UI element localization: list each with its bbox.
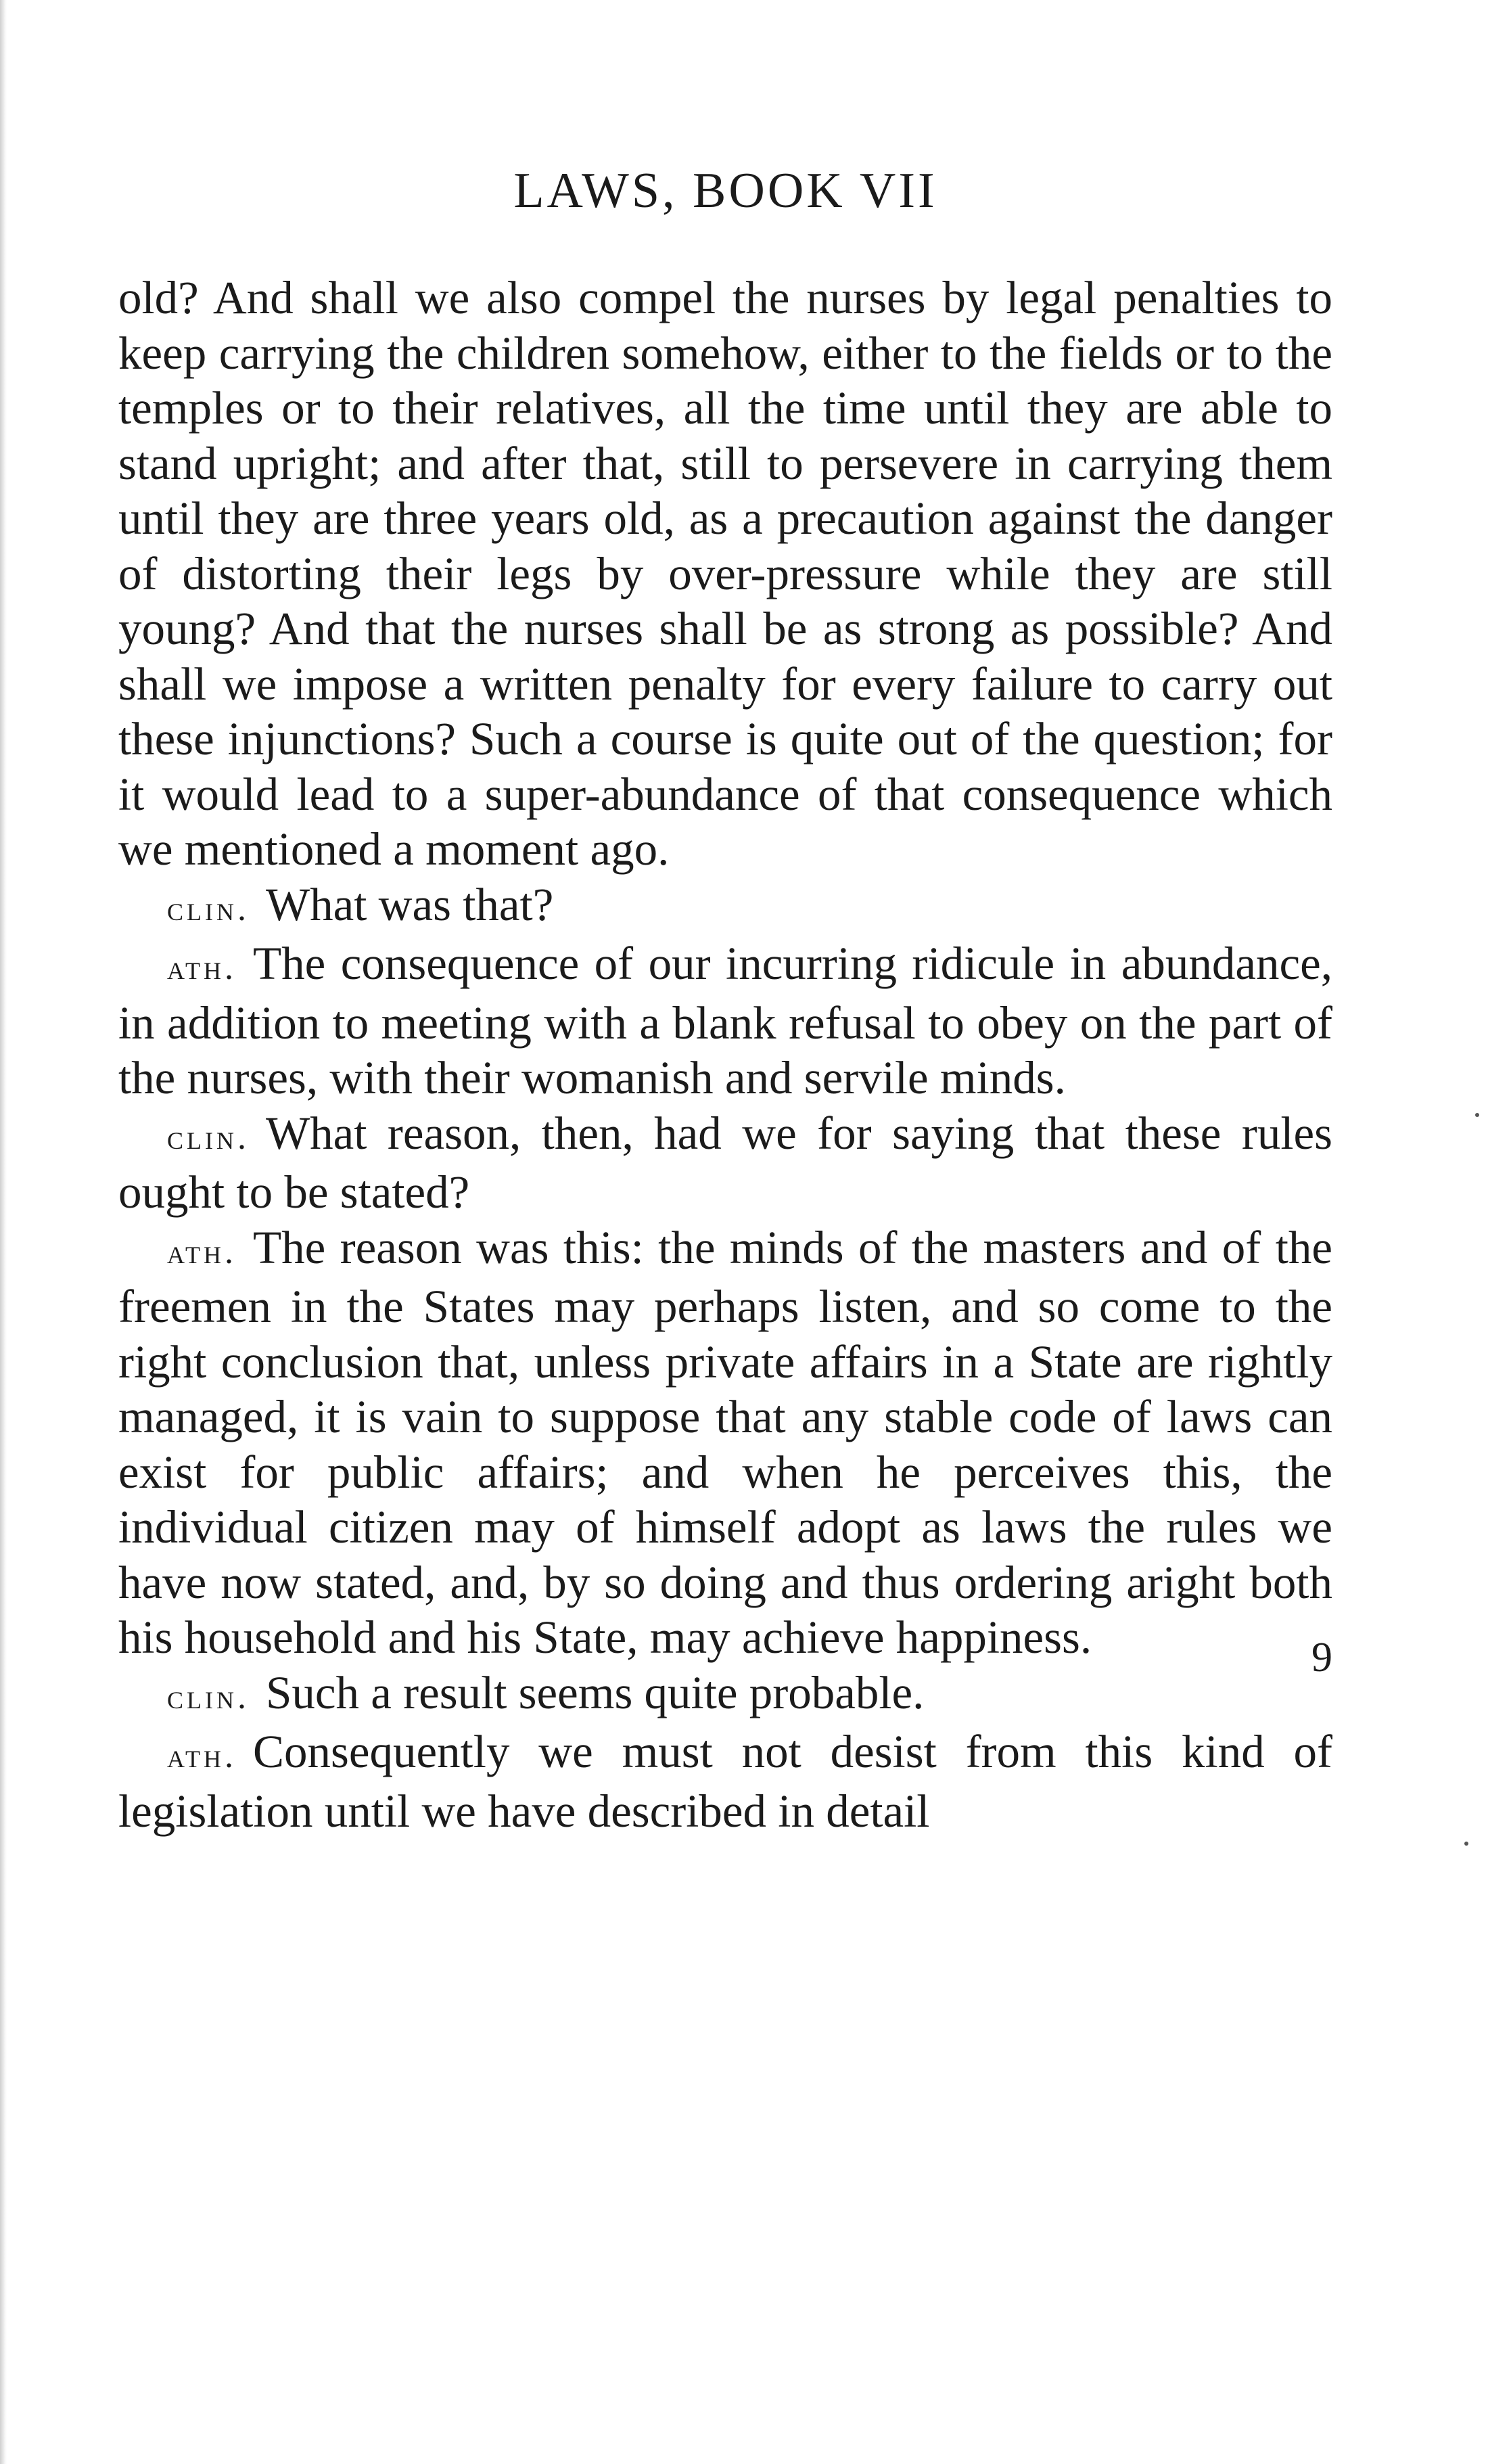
paragraph-text: The reason was this: the minds of the masters and of the freemen in the States may perhaps listen, and so come to the right conclusion that, unless private affairs in a State are rightly managed, it is vain to suppose that any stable code of laws can exist for public affairs; and when he perceives this, the individual citizen may of himself adopt as laws the rules we have now stated, and, by so doing and thus ordering aright both his household and his State, may achieve happiness. [118,1221,1332,1663]
dialogue-paragraph [118,1220,1332,1666]
paragraph-text: Consequently we must not desist from this kind of legislation until we have described in detail [118,1726,1332,1837]
paragraph-continuation [118,271,1332,877]
paragraph-text: old? And shall we also compel the nurses by legal penalties to keep carrying the children somehow, either to the fields or to the temples or to their relatives, all the time until they are able to stand upright; and after that, still to persevere in carrying them until they are three years old, as a precaution against the danger of distorting their legs by over-pressure while they are still young? And that the nurses shall be as strong as possible? And shall we impose a written penalty for every failure to carry out these injunctions? Such a course is quite out of the question; for it would lead to a super-abundance of that consequence which we mentioned a moment ago. [118,272,1332,875]
page-number: 9 [1311,1635,1332,1681]
speaker-label: clin. [167,1118,250,1157]
print-speck [1475,1113,1479,1117]
print-speck [1464,1842,1468,1846]
dialogue-paragraph [118,936,1332,1106]
dialogue-paragraph [118,1106,1332,1220]
speaker-label: ath. [167,1232,237,1271]
speaker-label: ath. [167,1737,237,1775]
dialogue-paragraph [118,877,1332,937]
body-text [118,271,1332,1839]
paragraph-text: Such a result seems quite probable. [266,1666,925,1718]
paragraph-text: What was that? [266,878,554,930]
page-left-edge [0,0,7,2464]
dialogue-paragraph [118,1666,1332,1725]
speaker-label: ath. [167,949,237,987]
dialogue-paragraph [118,1725,1332,1839]
paragraph-text: The consequence of our incurring ridicule in abundance, in addition to meeting with a blank refusal to obey on the part of the nurses, with their womanish and servile minds. [118,938,1332,1103]
speaker-label: clin. [167,889,250,928]
running-head: LAWS, BOOK VII [513,163,937,219]
speaker-label: clin. [167,1677,250,1716]
paragraph-text: What reason, then, had we for saying that these rules ought to be stated? [118,1107,1332,1218]
